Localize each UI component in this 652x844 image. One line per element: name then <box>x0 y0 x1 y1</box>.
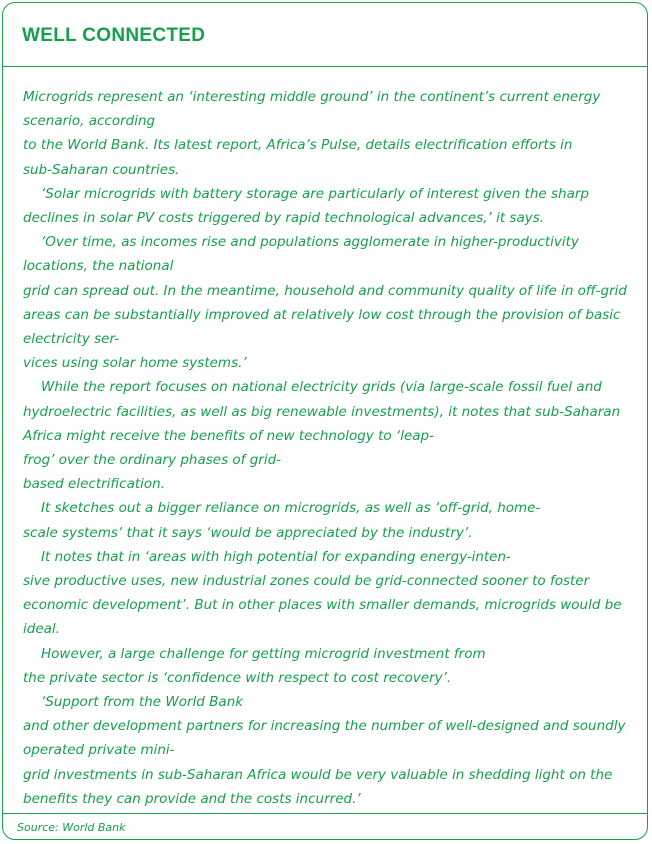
source-credit: Source: World Bank <box>17 821 126 834</box>
title-divider <box>2 66 648 67</box>
body-line: ‘Support from the World Bank <box>41 694 244 711</box>
body-line: grid can spread out. In the meantime, household and community quality of life in off-grid <box>23 282 627 299</box>
body-line: sive productive uses, new industrial zones could be grid-connected sooner to foster <box>23 573 590 590</box>
body-line: Africa might receive the benefits of new technology to ‘leap- <box>23 427 434 444</box>
body-line: and other development partners for increasing the number of well-designed and soundly <box>23 718 626 735</box>
body-line: frog’ over the ordinary phases of grid- <box>23 452 282 469</box>
body-line: benefits they can provide and the costs incurred.’ <box>23 790 361 807</box>
body-line: ‘Solar microgrids with battery storage are particularly of interest given the sharp <box>41 185 589 202</box>
body-line: based electrification. <box>23 476 165 493</box>
body-line: to the World Bank. Its latest report, Africa’s Pulse, details electrification efforts in <box>23 137 573 154</box>
body-line: economic development’. But in other places with smaller demands, microgrids would be <box>23 597 622 614</box>
body-line: However, a large challenge for getting microgrid investment from <box>41 645 486 662</box>
body-line: hydroelectric facilities, as well as big renewable investments), it notes that sub-Saharan <box>23 403 621 420</box>
body-line: operated private mini- <box>23 742 175 759</box>
body-line: grid investments in sub-Saharan Africa would be very valuable in shedding light on the <box>23 766 613 783</box>
source-divider <box>2 813 648 814</box>
body-line: the private sector is ‘confidence with respect to cost recovery’. <box>23 669 452 686</box>
body-line: electricity ser- <box>23 331 120 348</box>
body-line: scenario, according <box>23 113 156 130</box>
body-line: While the report focuses on national electricity grids (via large-scale fossil fuel and <box>41 379 602 396</box>
body-line: ideal. <box>23 621 60 638</box>
body-line: vices using solar home systems.’ <box>23 355 247 372</box>
body-line: It notes that in ‘areas with high potential for expanding energy-inten- <box>41 548 511 565</box>
article-body <box>23 85 635 811</box>
body-line: declines in solar PV costs triggered by rapid technological advances,’ it says. <box>23 210 545 227</box>
body-line: locations, the national <box>23 258 174 275</box>
body-line: Microgrids represent an ‘interesting middle ground’ in the continent’s current energy <box>23 89 601 105</box>
body-line: It sketches out a bigger reliance on microgrids, as well as ‘off-grid, home- <box>41 500 541 517</box>
body-line: scale systems’ that it says ‘would be appreciated by the industry’. <box>23 524 473 541</box>
body-line: areas can be substantially improved at relatively low cost through the provision of basic <box>23 306 621 323</box>
body-line: sub-Saharan countries. <box>23 161 180 178</box>
body-line: ‘Over time, as incomes rise and populations agglomerate in higher-productivity <box>41 234 579 251</box>
box-title: WELL CONNECTED <box>22 25 206 46</box>
